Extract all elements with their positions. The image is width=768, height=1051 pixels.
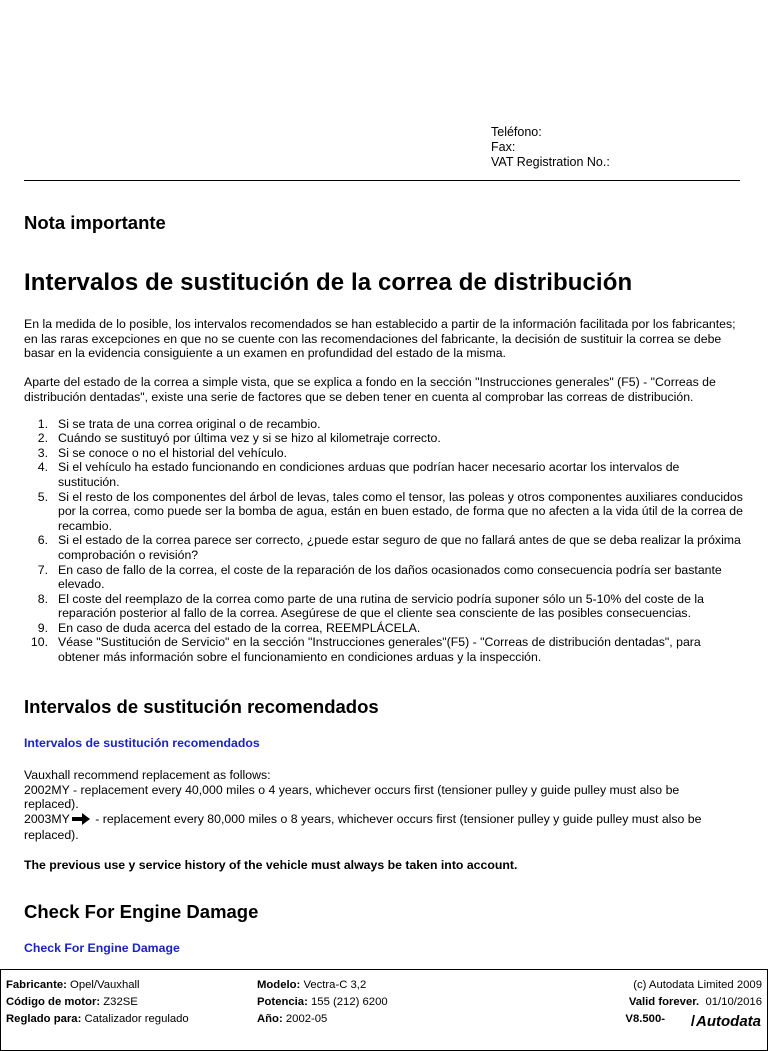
recommended-intervals-body [24,768,734,872]
checklist [24,417,744,665]
intro-paragraph: En la medida de lo posible, los intervalos recomendados se han establecido a partir de la información facilitada por los fabricantes; en las raras excepciones en que no se cuente con las recomendaciones del fabricante, la decisión de sustituir la correa se debe basar en la evidencia consiguiente a un examen en profundidad del estado de la misma. [24,317,736,361]
engine-code-field [6,996,138,1008]
list-text: Si se trata de una correa original o de recambio. [58,416,321,431]
engine-code-value: Z32SE [103,996,138,1008]
copyright-text: (c) Autodata Limited 2009 [633,979,762,991]
validity-field [629,996,762,1008]
list-item [24,635,744,664]
list-text: El coste del reemplazo de la correa como parte de una rutina de servicio podría suponer sólo un 5-10% del coste de la reparación posterior al fallo de la correa. Asegúrese de que el cliente sea consciente de las posibles consecuencias. [58,591,704,621]
list-number: 2. [37,431,48,446]
list-number: 5. [37,489,48,504]
recommend-intro: Vauxhall recommend replacement as follows: [24,768,271,782]
right-arrow-icon [72,813,90,829]
logo-text: Autodata [696,1013,761,1030]
list-item [24,563,744,592]
intro-paragraph: Aparte del estado de la correa a simple vista, que se explica a fondo en la sección "Instrucciones generales" (F5) - "Correas de distribución dentadas", existe una serie de factores que se deben tener en cuenta al comprobar las correas de distribución. [24,375,716,404]
validity-date: 01/10/2016 [705,996,762,1008]
list-number: 8. [37,591,48,606]
list-text: Cuándo se sustituyó por última vez y si se hizo al kilometraje correcto. [58,431,441,446]
list-item [24,490,744,534]
list-item [24,592,744,621]
engine-damage-heading: Check For Engine Damage [24,901,259,922]
list-number: 7. [37,562,48,577]
list-number: 9. [37,620,48,635]
power-value: 155 (212) 6200 [311,996,388,1008]
list-item [24,417,744,432]
list-item [24,431,744,446]
list-number: 10. [30,635,48,650]
list-number: 1. [37,416,48,431]
engine-code-label: Código de motor: [6,996,101,1008]
model-label: Modelo: [257,979,301,991]
power-field [257,996,388,1008]
fax-label: Fax: [491,140,516,154]
interval-2003my-text: - replacement every 80,000 miles o 8 years, whichever occurs first (tensioner pulley y guide pulley must also be replaced). [24,811,702,843]
validity-label: Valid forever. [628,996,700,1008]
autodata-logo [691,1013,761,1030]
phone-label: Teléfono: [491,125,542,139]
tuned-for-value: Catalizador regulado [84,1013,189,1025]
interval-2003my [24,812,734,843]
list-item [24,446,744,461]
vat-label: VAT Registration No.: [491,155,610,169]
manufacturer-field [6,979,140,991]
manufacturer-value: Opel/Vauxhall [70,979,140,991]
nota-title: Nota importante [24,212,166,233]
list-item [24,533,744,562]
power-label: Potencia: [257,996,308,1008]
contact-info [491,125,610,170]
model-value: Vectra-C 3,2 [303,979,367,991]
version-code: V8.500- [625,1013,665,1025]
list-text: Véase "Sustitución de Servicio" en la sección "Instrucciones generales"(F5) - "Correas de distribución dentadas", para obtener más información sobre el funcionamiento en condiciones arduas y la inspección. [58,635,701,665]
model-year-label: 2003MY [24,811,70,826]
list-number: 4. [37,460,48,475]
list-text: En caso de duda acerca del estado de la correa, REEMPLÁCELA. [58,620,421,635]
model-field [257,979,366,991]
year-field [257,1013,327,1025]
page-title: Intervalos de sustitución de la correa de distribución [24,269,633,296]
manufacturer-label: Fabricante: [6,979,67,991]
list-text: Si se conoce o no el historial del vehículo. [58,445,287,460]
list-number: 3. [37,445,48,460]
list-text: Si el resto de los componentes del árbol de levas, tales como el tensor, las poleas y otros componentes auxiliares conducidos por la correa, como puede ser la bomba de agua, están en buen estado, de forma que no afecten a la vida útil de la correa de recambio. [58,489,743,533]
list-text: Si el vehículo ha estado funcionando en condiciones arduas que podrían hacer necesario acortar los intervalos de sustitución. [58,460,680,489]
engine-damage-link[interactable]: Check For Engine Damage [24,941,180,955]
logo-slash-icon: / [690,1013,695,1030]
intro-section [24,317,744,665]
list-item [24,621,744,636]
service-history-note: The previous use y service history of the vehicle must always be taken into account. [24,857,518,872]
list-item [24,460,744,489]
list-text: En caso de fallo de la correa, el coste de la reparación de los daños ocasionados como consecuencia podría ser bastante elevado. [58,562,722,592]
year-value: 2002-05 [285,1013,328,1025]
header-divider [24,180,740,181]
year-label: Año: [257,1013,283,1025]
tuned-for-label: Reglado para: [6,1013,82,1025]
recommended-intervals-link[interactable]: Intervalos de sustitución recomendados [24,736,260,750]
interval-2002my: 2002MY - replacement every 40,000 miles o 4 years, whichever occurs first (tensioner pulley y guide pulley must also be replaced). [24,782,680,812]
list-text: Si el estado de la correa parece ser correcto, ¿puede estar seguro de que no fallará antes de que se deba realizar la próxima comprobación o revisión? [58,533,741,562]
tuned-for-field [6,1013,189,1025]
list-number: 6. [37,533,48,548]
recommended-intervals-heading: Intervalos de sustitución recomendados [24,696,379,717]
vehicle-info-footer [0,969,768,1051]
